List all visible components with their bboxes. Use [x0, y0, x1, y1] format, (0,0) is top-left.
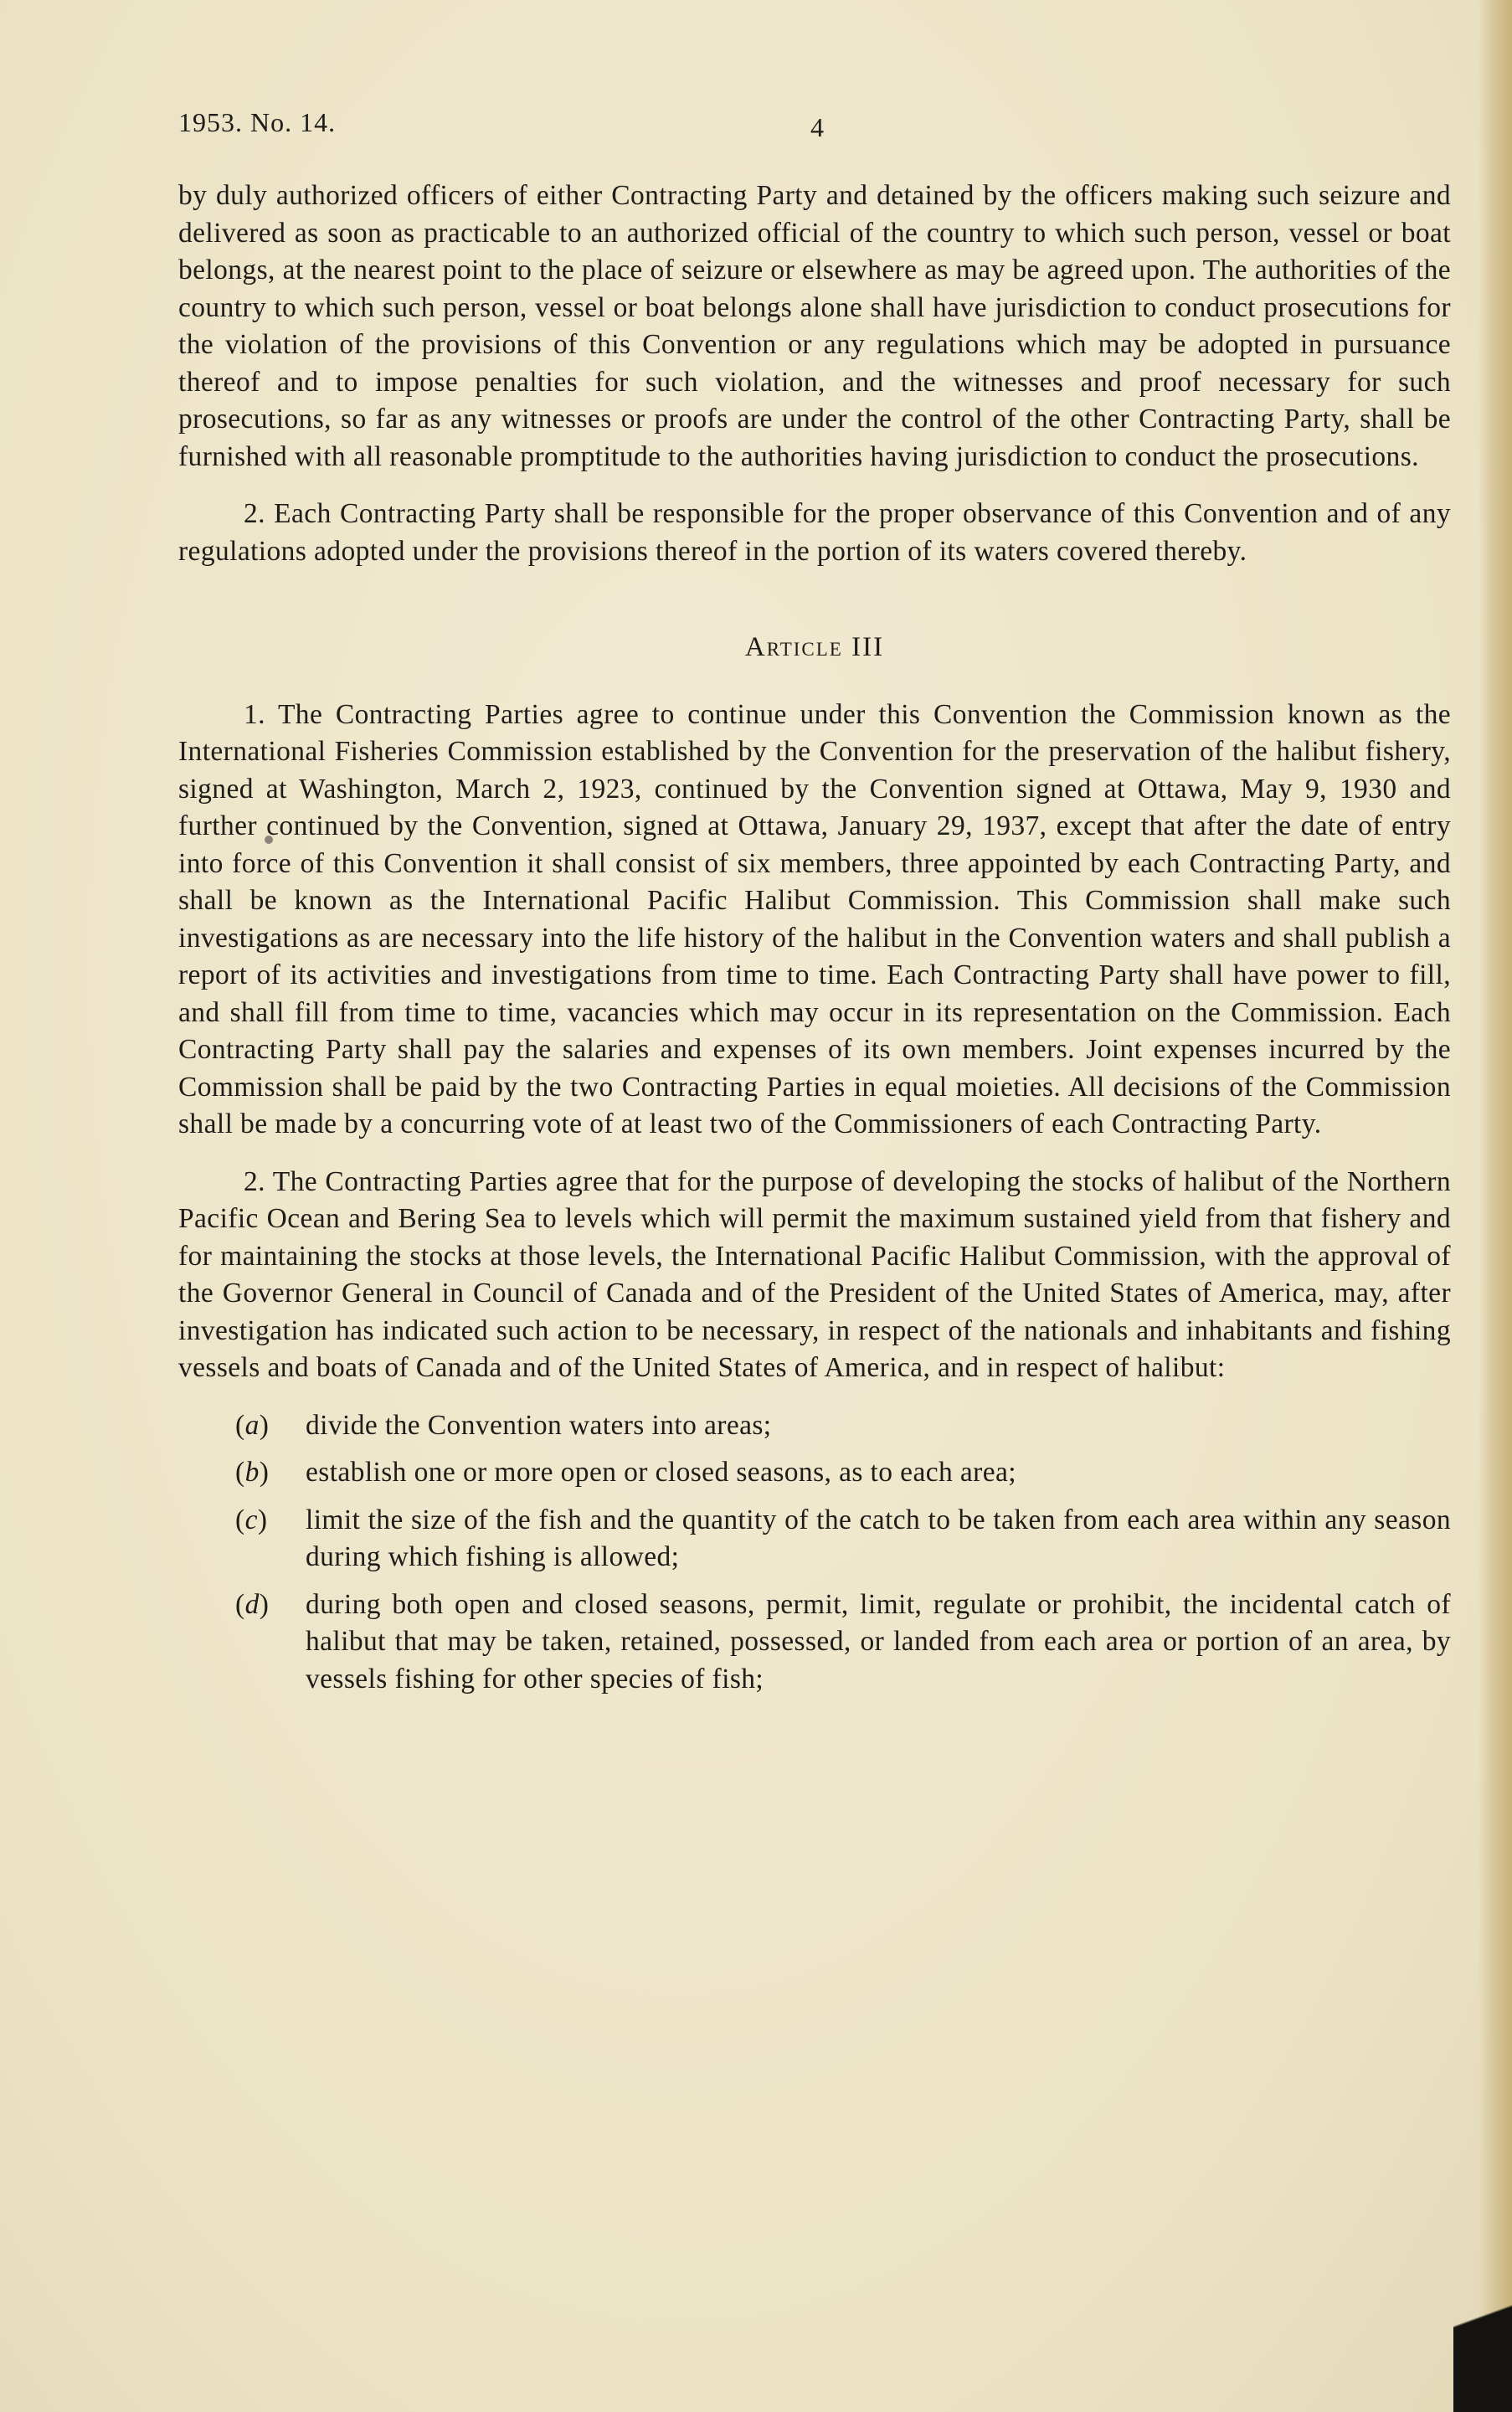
list-item-text: during both open and closed seasons, permit, limit, regulate or prohibit, the incidental catch of halibut that may be taken, retained, possessed, or landed from each area or portion of an area, by vessels fishing for other species of fish;: [306, 1588, 1451, 1695]
list-item-text: limit the size of the fish and the quantity of the catch to be taken from each area within any season during which fishing is allowed;: [306, 1504, 1451, 1572]
list-item-text: establish one or more open or closed seasons, as to each area;: [306, 1457, 1016, 1488]
list-item: [178, 1407, 1451, 1445]
page-corner-shadow: [1453, 2194, 1512, 2412]
article-ii-paragraph-2: 2. Each Contracting Party shall be responsible for the proper observance of this Convention and of any regulations adopted under the provisions thereof in the portion of its waters covered thereby.: [178, 498, 1451, 567]
list-marker: (a): [235, 1409, 270, 1441]
list-item: [178, 1454, 1451, 1492]
page-header: [178, 107, 1451, 149]
list-item: [178, 1502, 1451, 1576]
document-reference: 1953. No. 14.: [178, 107, 337, 137]
document-body: [178, 177, 1451, 1708]
list-marker: (b): [235, 1457, 270, 1488]
article-ii-paragraph-1-end: by duly authorized officers of either Contracting Party and detained by the officers making such seizure and delivered as soon as practicable to an authorized official of the country to which such person, vessel or boat belongs, at the nearest point to the place of seizure or elsewhere as may be agreed upon. The authorities of the country to which such person, vessel or boat belongs alone shall have jurisdiction to conduct prosecutions for the violation of the provisions of this Convention or any regulations which may be adopted in pursuance thereof and to impose penalties for such violation, and the witnesses and proof necessary for such prosecutions, so far as any witnesses or proofs are under the control of the other Contracting Party, shall be furnished with all reasonable promptitude to the authorities having jurisdiction to conduct the prosecutions.: [178, 180, 1451, 472]
list-item: [178, 1587, 1451, 1699]
page-number: 4: [810, 112, 825, 142]
list-item-text: divide the Convention waters into areas;: [306, 1409, 772, 1441]
article-iii-heading: Article III: [744, 632, 885, 662]
article-iii-paragraph-2: 2. The Contracting Parties agree that for the purpose of developing the stocks of halibut of the Northern Pacific Ocean and Bering Sea to levels which will permit the maximum sustained yield from that fishery and for maintaining the stocks at those levels, the International Pacific Halibut Commission, with the approval of the Governor General in Council of Canada and of the President of the United States of America, may, after investigation has indicated such action to be necessary, in respect of the nationals and inhabitants and fishing vessels and boats of Canada and of the United States of America, and in respect of halibut:: [178, 1165, 1451, 1383]
page-binding-edge: [1479, 0, 1512, 2412]
list-marker: (c): [235, 1504, 268, 1535]
article-iii-paragraph-1: 1. The Contracting Parties agree to continue under this Convention the Commission known as the International Fisheries Commission established by the Convention for the preservation of the halibut fishery, signed at Washington, March 2, 1923, continued by the Convention signed at Ottawa, May 9, 1930 and further continued by the Convention, signed at Ottawa, January 29, 1937, except that after the date of entry into force of this Convention it shall consist of six members, three appointed by each Contracting Party, and shall be known as the International Pacific Halibut Commission. This Commission shall make such investigations as are necessary into the life history of the halibut in the Convention waters and shall publish a report of its activities and investigations from time to time. Each Contracting Party shall have power to fill, and shall fill from time to time, vacancies which may occur in its representation on the Commission. Each Contracting Party shall pay the salaries and expenses of its own members. Joint expenses incurred by the Commission shall be paid by the two Contracting Parties in equal moieties. All decisions of the Commission shall be made by a concurring vote of at least two of the Commissioners of each Contracting Party.: [178, 698, 1451, 1139]
regulation-list: [178, 1407, 1451, 1699]
list-marker: (d): [235, 1588, 270, 1620]
